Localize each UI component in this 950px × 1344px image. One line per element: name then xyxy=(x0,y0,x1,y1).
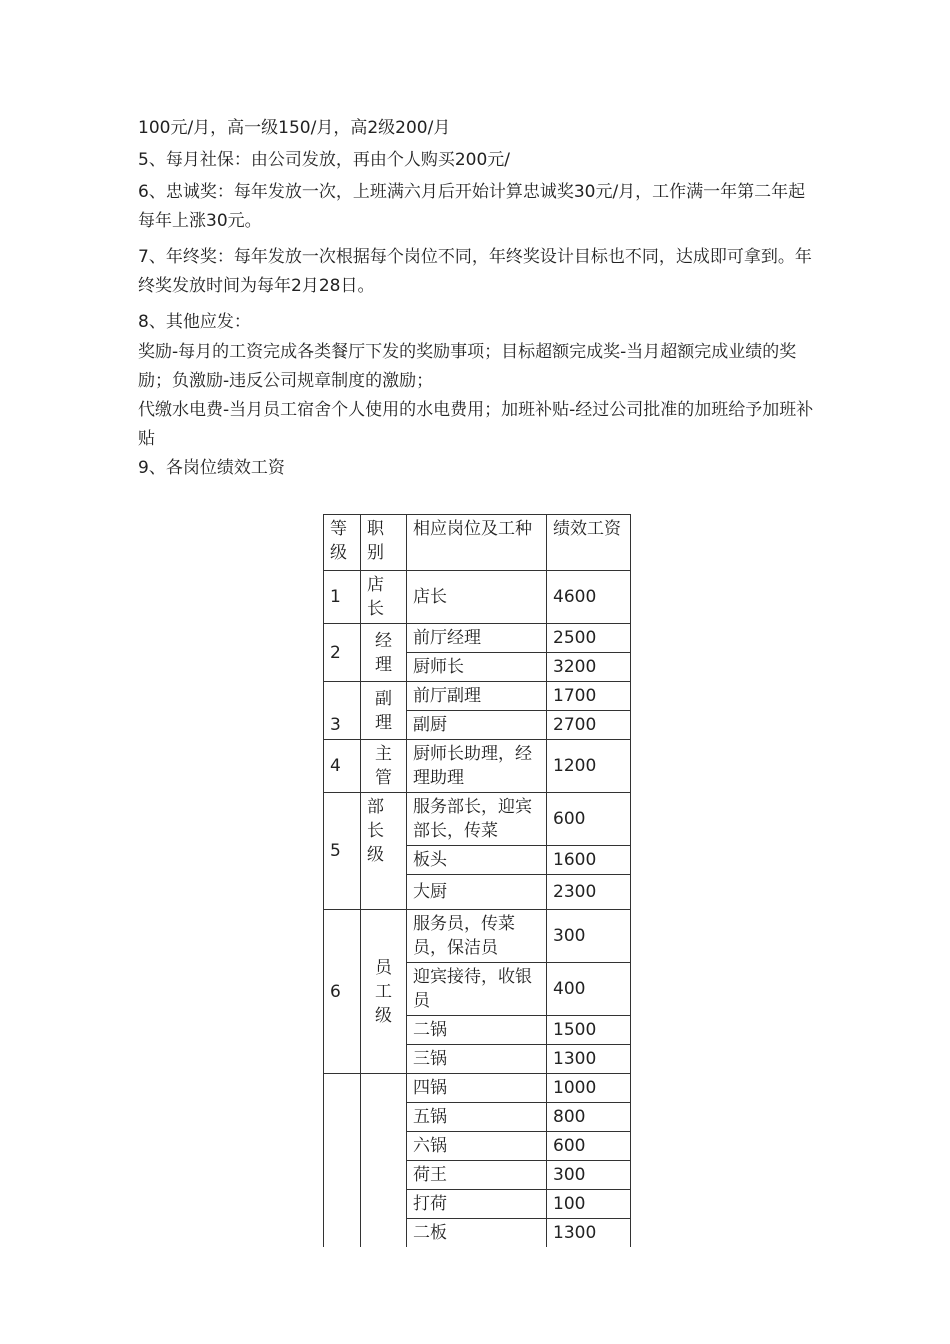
level-cell: 5 xyxy=(324,793,361,910)
paragraph-performance-pay-heading: 9、各岗位绩效工资 xyxy=(138,458,285,478)
position-cell: 前厅经理 xyxy=(407,624,547,653)
title-cell xyxy=(361,1074,407,1248)
table-row xyxy=(324,910,631,963)
table-row xyxy=(324,571,631,624)
header-position: 相应岗位及工种 xyxy=(407,515,547,571)
title-cell: 主管 xyxy=(361,740,407,793)
pay-cell: 1000 xyxy=(547,1074,631,1103)
pay-cell: 2700 xyxy=(547,711,631,740)
pay-cell: 1600 xyxy=(547,846,631,875)
title-cell: 副理 xyxy=(361,682,407,740)
title-cell: 部长级 xyxy=(361,793,407,910)
level-cell: 6 xyxy=(324,910,361,1074)
position-cell: 厨师长 xyxy=(407,653,547,682)
pay-cell: 400 xyxy=(547,963,631,1016)
position-cell: 荷王 xyxy=(407,1161,547,1190)
level-cell: 2 xyxy=(324,624,361,682)
pay-cell: 2500 xyxy=(547,624,631,653)
pay-cell: 300 xyxy=(547,1161,631,1190)
position-cell: 迎宾接待，收银员 xyxy=(407,963,547,1016)
position-cell: 厨师长助理，经理助理 xyxy=(407,740,547,793)
position-cell: 大厨 xyxy=(407,875,547,910)
paragraph-rewards: 奖励-每月的工资完成各类餐厅下发的奖励事项；目标超额完成奖-当月超额完成业绩的奖励；负激励-违反公司规章制度的激励； xyxy=(138,342,797,391)
position-cell: 副厨 xyxy=(407,711,547,740)
pay-cell: 300 xyxy=(547,910,631,963)
header-pay: 绩效工资 xyxy=(547,515,631,571)
position-cell: 服务员，传菜员，保洁员 xyxy=(407,910,547,963)
position-cell: 板头 xyxy=(407,846,547,875)
pay-cell: 4600 xyxy=(547,571,631,624)
position-cell: 六锅 xyxy=(407,1132,547,1161)
table-row xyxy=(324,682,631,711)
level-cell: 1 xyxy=(324,571,361,624)
paragraph-year-end-bonus: 7、年终奖：每年发放一次根据每个岗位不同，年终奖设计目标也不同，达成即可拿到。年终奖发放时间为每年2月28日。 xyxy=(138,247,812,296)
table-header-row xyxy=(324,515,631,571)
performance-pay-table xyxy=(323,514,631,1247)
pay-cell: 100 xyxy=(547,1190,631,1219)
position-cell: 打荷 xyxy=(407,1190,547,1219)
header-title: 职别 xyxy=(361,515,407,571)
position-cell: 五锅 xyxy=(407,1103,547,1132)
pay-cell: 600 xyxy=(547,793,631,846)
position-cell: 店长 xyxy=(407,571,547,624)
pay-cell: 800 xyxy=(547,1103,631,1132)
paragraph-utilities-overtime: 代缴水电费-当月员工宿舍个人使用的水电费用；加班补贴-经过公司批准的加班给予加班补贴 xyxy=(138,400,814,449)
title-cell: 店长 xyxy=(361,571,407,624)
pay-cell: 1300 xyxy=(547,1219,631,1248)
header-level: 等级 xyxy=(324,515,361,571)
level-cell: 3 xyxy=(324,682,361,740)
level-cell xyxy=(324,1074,361,1248)
pay-cell: 2300 xyxy=(547,875,631,910)
position-cell: 三锅 xyxy=(407,1045,547,1074)
paragraph-social-security: 5、每月社保：由公司发放，再由个人购买200元/ xyxy=(138,150,510,170)
table-row xyxy=(324,1074,631,1103)
title-cell: 经理 xyxy=(361,624,407,682)
table-row xyxy=(324,624,631,653)
position-cell: 前厅副理 xyxy=(407,682,547,711)
position-cell: 二板 xyxy=(407,1219,547,1248)
table-row xyxy=(324,740,631,793)
pay-cell: 1300 xyxy=(547,1045,631,1074)
position-cell: 服务部长，迎宾部长，传菜 xyxy=(407,793,547,846)
pay-cell: 600 xyxy=(547,1132,631,1161)
level-cell: 4 xyxy=(324,740,361,793)
table-row xyxy=(324,793,631,846)
position-cell: 四锅 xyxy=(407,1074,547,1103)
pay-cell: 1200 xyxy=(547,740,631,793)
paragraph-allowance-levels: 100元/月，高一级150/月，高2级200/月 xyxy=(138,118,451,138)
position-cell: 二锅 xyxy=(407,1016,547,1045)
pay-cell: 3200 xyxy=(547,653,631,682)
pay-cell: 1700 xyxy=(547,682,631,711)
title-cell: 员工级 xyxy=(361,910,407,1074)
paragraph-other-payments-heading: 8、其他应发： xyxy=(138,312,251,332)
paragraph-loyalty-bonus: 6、忠诚奖：每年发放一次，上班满六月后开始计算忠诚奖30元/月，工作满一年第二年起每年上涨30元。 xyxy=(138,182,806,231)
pay-cell: 1500 xyxy=(547,1016,631,1045)
